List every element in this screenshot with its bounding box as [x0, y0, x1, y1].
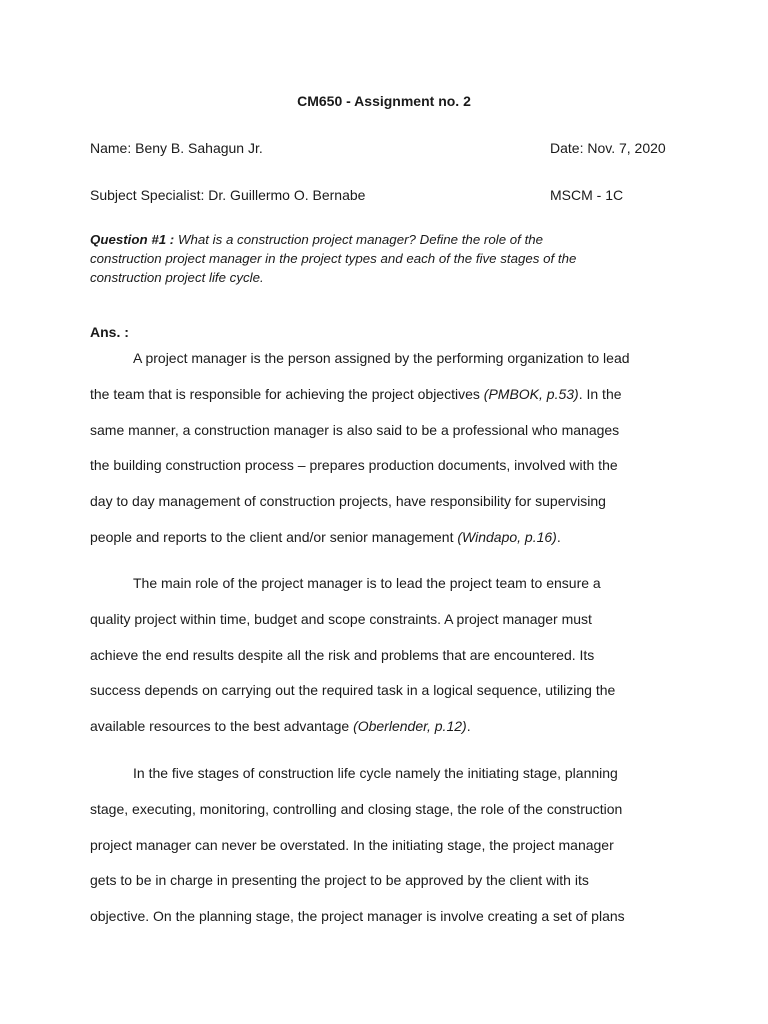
- paragraph-line: day to day management of construction projects, have responsibility for supervising: [90, 493, 606, 510]
- question-label: Question #1 :: [90, 232, 175, 247]
- paragraph-1: [90, 341, 690, 556]
- paragraph-line: same manner, a construction manager is also said to be a professional who manages: [90, 421, 620, 438]
- paragraph-line: the building construction process – prepares production documents, involved with the: [90, 457, 618, 474]
- paragraph-line: available resources to the best advantage (Oberlender, p.12).: [90, 718, 471, 735]
- question-text-2: construction project manager in the project types and each of the five stages of the: [90, 251, 577, 266]
- paragraph-line: the team that is responsible for achieving the project objectives (PMBOK, p.53). In the: [90, 385, 622, 402]
- question-text-3: construction project life cycle.: [90, 270, 264, 285]
- answer-label: Ans. :: [90, 324, 129, 340]
- paragraph-2: [90, 566, 690, 745]
- paragraph-line: success depends on carrying out the required task in a logical sequence, utilizing the: [90, 682, 616, 699]
- paragraph-line: project manager can never be overstated. In the initiating stage, the project manager: [90, 836, 614, 853]
- paragraph-line: A project manager is the person assigned by the performing organization to lead: [133, 350, 630, 366]
- citation: (Oberlender, p.12): [353, 718, 467, 735]
- paragraph-line: gets to be in charge in presenting the project to be approved by the client with its: [90, 872, 589, 889]
- specialist-line: Subject Specialist: Dr. Guillermo O. Bernabe: [90, 187, 366, 203]
- paragraph-line: In the five stages of construction life cycle namely the initiating stage, planning: [133, 765, 618, 781]
- paragraph-line: stage, executing, monitoring, controlling and closing stage, the role of the construction: [90, 800, 623, 817]
- date-line: Date: Nov. 7, 2020: [550, 140, 666, 156]
- name-line: Name: Beny B. Sahagun Jr.: [90, 140, 263, 156]
- question-block: [90, 230, 690, 287]
- paragraph-line: achieve the end results despite all the risk and problems that are encountered. Its: [90, 646, 595, 663]
- document-title: CM650 - Assignment no. 2: [297, 93, 471, 109]
- citation: (Windapo, p.16): [457, 528, 557, 545]
- paragraph-line: objective. On the planning stage, the project manager is involve creating a set of plans: [90, 908, 625, 925]
- class-line: MSCM - 1C: [550, 187, 624, 203]
- question-text-1: What is a construction project manager? Define the role of the: [177, 232, 544, 247]
- paragraph-line: The main role of the project manager is to lead the project team to ensure a: [133, 575, 601, 591]
- paragraph-line: people and reports to the client and/or senior management (Windapo, p.16).: [90, 528, 561, 545]
- paragraph-line: quality project within time, budget and scope constraints. A project manager must: [90, 610, 592, 627]
- paragraph-3: [90, 756, 690, 935]
- citation: (PMBOK, p.53): [483, 385, 579, 402]
